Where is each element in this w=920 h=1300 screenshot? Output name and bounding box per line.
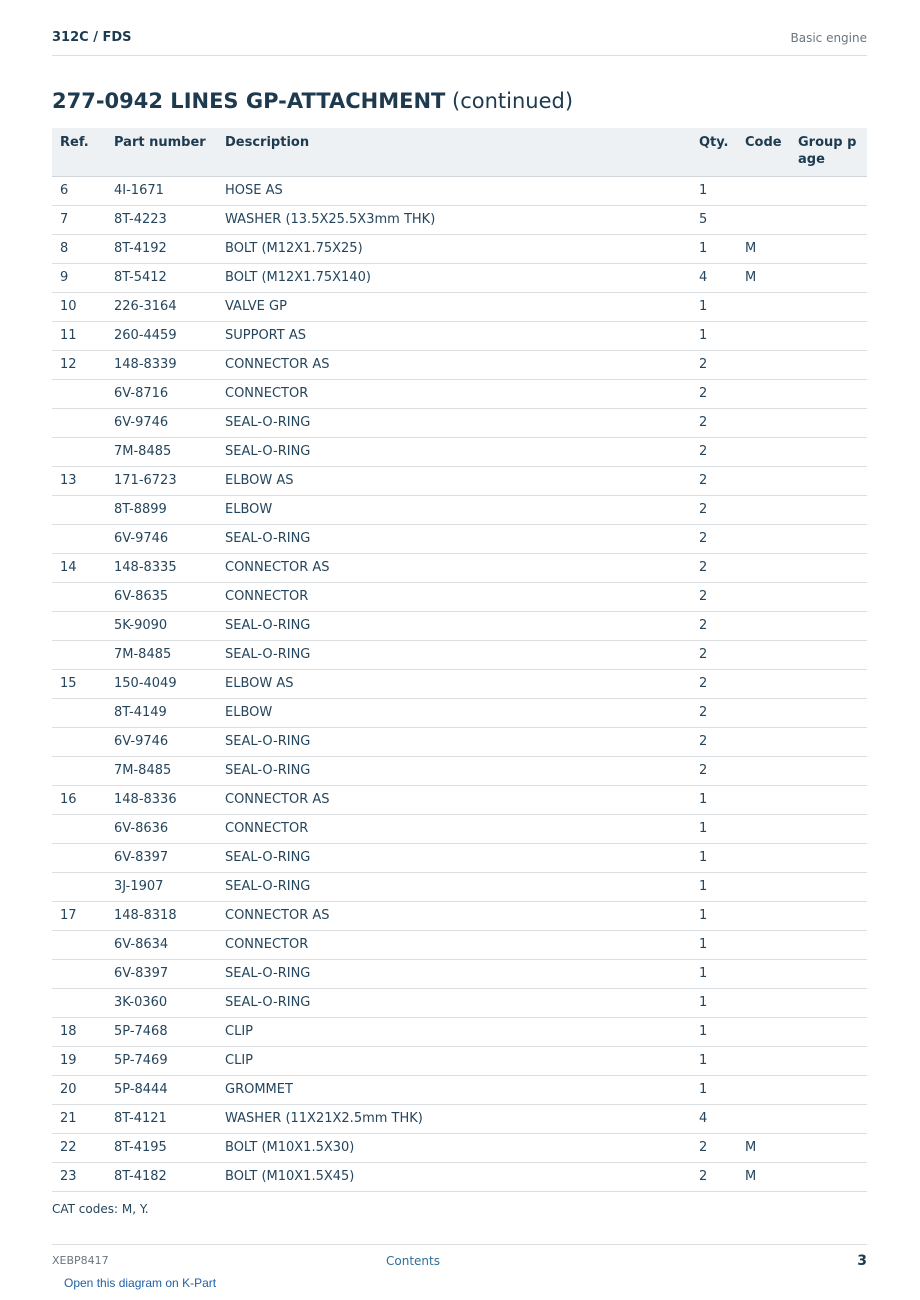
cell-group-page xyxy=(790,379,867,408)
cell-group-page xyxy=(790,1075,867,1104)
cell-ref: 14 xyxy=(52,553,106,582)
table-row xyxy=(52,292,867,321)
cell-code xyxy=(737,872,790,901)
cell-qty: 2 xyxy=(691,408,737,437)
cell-code: M xyxy=(737,1162,790,1191)
cell-description: CONNECTOR xyxy=(217,379,691,408)
cell-qty: 2 xyxy=(691,698,737,727)
page-title xyxy=(52,89,573,113)
table-row xyxy=(52,582,867,611)
column-header-qty: Qty. xyxy=(691,128,737,176)
cell-qty: 4 xyxy=(691,1104,737,1133)
table-row xyxy=(52,321,867,350)
table-row xyxy=(52,1162,867,1191)
table-row xyxy=(52,176,867,205)
table-row xyxy=(52,611,867,640)
cell-group-page xyxy=(790,872,867,901)
cell-part-number[interactable]: 226-3164 xyxy=(106,292,217,321)
header-row xyxy=(52,128,867,176)
cell-group-page xyxy=(790,988,867,1017)
cell-part-number[interactable]: 8T-4121 xyxy=(106,1104,217,1133)
cell-description: BOLT (M12X1.75X140) xyxy=(217,263,691,292)
page-header xyxy=(52,28,867,56)
cell-ref xyxy=(52,524,106,553)
cell-description: CONNECTOR AS xyxy=(217,901,691,930)
cell-qty: 2 xyxy=(691,756,737,785)
cell-qty: 1 xyxy=(691,959,737,988)
cell-qty: 2 xyxy=(691,379,737,408)
cell-group-page xyxy=(790,1133,867,1162)
table-row xyxy=(52,814,867,843)
table-row xyxy=(52,234,867,263)
cell-ref: 10 xyxy=(52,292,106,321)
document-code: XEBP8417 xyxy=(52,1254,109,1267)
cell-code xyxy=(737,611,790,640)
cell-group-page xyxy=(790,727,867,756)
cell-description: WASHER (11X21X2.5mm THK) xyxy=(217,1104,691,1133)
cell-description: CONNECTOR AS xyxy=(217,785,691,814)
cell-description: ELBOW xyxy=(217,495,691,524)
section-name: Basic engine xyxy=(790,31,867,45)
column-header-ref: Ref. xyxy=(52,128,106,176)
table-row xyxy=(52,698,867,727)
cell-part-number[interactable]: 6V-8634 xyxy=(106,930,217,959)
column-header-code: Code xyxy=(737,128,790,176)
cell-description: CLIP xyxy=(217,1046,691,1075)
cell-part-number[interactable]: 3K-0360 xyxy=(106,988,217,1017)
cell-qty: 1 xyxy=(691,176,737,205)
cell-part-number[interactable]: 5K-9090 xyxy=(106,611,217,640)
cell-part-number[interactable]: 5P-8444 xyxy=(106,1075,217,1104)
cell-qty: 2 xyxy=(691,553,737,582)
table-row xyxy=(52,524,867,553)
cell-description: GROMMET xyxy=(217,1075,691,1104)
cell-description: SEAL-O-RING xyxy=(217,756,691,785)
cell-group-page xyxy=(790,292,867,321)
table-row xyxy=(52,408,867,437)
cell-code: M xyxy=(737,1133,790,1162)
cell-qty: 2 xyxy=(691,350,737,379)
cell-description: SEAL-O-RING xyxy=(217,959,691,988)
cell-part-number[interactable]: 6V-9746 xyxy=(106,408,217,437)
table-row xyxy=(52,1017,867,1046)
table-row xyxy=(52,205,867,234)
cell-qty: 1 xyxy=(691,814,737,843)
cell-qty: 2 xyxy=(691,466,737,495)
cell-part-number[interactable]: 148-8336 xyxy=(106,785,217,814)
cell-description: SUPPORT AS xyxy=(217,321,691,350)
table-row xyxy=(52,1075,867,1104)
cell-description: BOLT (M12X1.75X25) xyxy=(217,234,691,263)
cell-part-number[interactable]: 6V-8397 xyxy=(106,959,217,988)
cell-ref: 12 xyxy=(52,350,106,379)
cell-description: CONNECTOR AS xyxy=(217,553,691,582)
table-row xyxy=(52,495,867,524)
cell-group-page xyxy=(790,524,867,553)
table-row xyxy=(52,1104,867,1133)
table-row xyxy=(52,785,867,814)
cell-code xyxy=(737,814,790,843)
page-footer xyxy=(52,1244,867,1273)
cell-ref: 22 xyxy=(52,1133,106,1162)
cell-group-page xyxy=(790,1017,867,1046)
cell-description: SEAL-O-RING xyxy=(217,872,691,901)
cell-qty: 1 xyxy=(691,988,737,1017)
table-row xyxy=(52,727,867,756)
table-row xyxy=(52,901,867,930)
cell-group-page xyxy=(790,959,867,988)
cell-code xyxy=(737,756,790,785)
cell-qty: 2 xyxy=(691,524,737,553)
cell-code xyxy=(737,1017,790,1046)
cell-group-page xyxy=(790,234,867,263)
table-row xyxy=(52,466,867,495)
cell-description: CONNECTOR xyxy=(217,814,691,843)
table-row xyxy=(52,379,867,408)
cell-qty: 2 xyxy=(691,669,737,698)
cell-code xyxy=(737,553,790,582)
cell-part-number[interactable]: 5P-7469 xyxy=(106,1046,217,1075)
cell-ref xyxy=(52,640,106,669)
cell-group-page xyxy=(790,205,867,234)
cell-description: ELBOW AS xyxy=(217,466,691,495)
cell-code xyxy=(737,727,790,756)
cell-part-number[interactable]: 7M-8485 xyxy=(106,640,217,669)
column-header-description: Description xyxy=(217,128,691,176)
table-row xyxy=(52,437,867,466)
cell-code xyxy=(737,669,790,698)
cell-part-number[interactable]: 6V-8397 xyxy=(106,843,217,872)
cell-group-page xyxy=(790,321,867,350)
cell-group-page xyxy=(790,669,867,698)
table-row xyxy=(52,553,867,582)
cell-group-page xyxy=(790,1162,867,1191)
cell-group-page xyxy=(790,553,867,582)
cell-ref: 16 xyxy=(52,785,106,814)
cell-part-number[interactable]: 8T-4195 xyxy=(106,1133,217,1162)
cell-ref: 9 xyxy=(52,263,106,292)
cell-ref xyxy=(52,611,106,640)
cell-group-page xyxy=(790,263,867,292)
cell-group-page xyxy=(790,901,867,930)
cell-group-page xyxy=(790,611,867,640)
cell-code xyxy=(737,524,790,553)
cell-code xyxy=(737,408,790,437)
page-number: 3 xyxy=(857,1253,867,1269)
cell-part-number[interactable]: 8T-8899 xyxy=(106,495,217,524)
cell-part-number[interactable]: 6V-9746 xyxy=(106,727,217,756)
cell-ref xyxy=(52,814,106,843)
cell-code xyxy=(737,959,790,988)
cell-description: BOLT (M10X1.5X45) xyxy=(217,1162,691,1191)
cell-ref: 18 xyxy=(52,1017,106,1046)
cell-group-page xyxy=(790,1046,867,1075)
cell-qty: 1 xyxy=(691,1046,737,1075)
cell-part-number[interactable]: 4I-1671 xyxy=(106,176,217,205)
cell-ref xyxy=(52,872,106,901)
cell-part-number[interactable]: 7M-8485 xyxy=(106,756,217,785)
cell-code xyxy=(737,466,790,495)
cell-part-number[interactable]: 8T-4149 xyxy=(106,698,217,727)
table-row xyxy=(52,988,867,1017)
cell-code xyxy=(737,843,790,872)
cell-ref xyxy=(52,379,106,408)
cell-code xyxy=(737,350,790,379)
cell-ref xyxy=(52,698,106,727)
cell-code xyxy=(737,1075,790,1104)
cell-group-page xyxy=(790,466,867,495)
cell-ref: 15 xyxy=(52,669,106,698)
cell-part-number[interactable]: 8T-4182 xyxy=(106,1162,217,1191)
cell-code xyxy=(737,698,790,727)
cell-group-page xyxy=(790,814,867,843)
cell-part-number[interactable]: 6V-9746 xyxy=(106,524,217,553)
cell-description: SEAL-O-RING xyxy=(217,727,691,756)
cell-qty: 2 xyxy=(691,1162,737,1191)
cell-description: SEAL-O-RING xyxy=(217,640,691,669)
cell-ref xyxy=(52,437,106,466)
cell-code xyxy=(737,292,790,321)
cell-qty: 1 xyxy=(691,843,737,872)
cell-qty: 1 xyxy=(691,785,737,814)
table-row xyxy=(52,930,867,959)
cell-code xyxy=(737,1046,790,1075)
cell-part-number[interactable]: 6V-8716 xyxy=(106,379,217,408)
cell-group-page xyxy=(790,495,867,524)
cell-code xyxy=(737,495,790,524)
cell-qty: 2 xyxy=(691,640,737,669)
table-row xyxy=(52,669,867,698)
cell-group-page xyxy=(790,756,867,785)
table-row xyxy=(52,640,867,669)
cell-part-number[interactable]: 148-8335 xyxy=(106,553,217,582)
cell-part-number[interactable]: 8T-4192 xyxy=(106,234,217,263)
cell-code xyxy=(737,785,790,814)
column-header-group-page: Group page xyxy=(790,128,867,176)
parts-table xyxy=(52,128,867,1192)
title-main: 277-0942 LINES GP-ATTACHMENT xyxy=(52,89,446,113)
table-row xyxy=(52,263,867,292)
cell-group-page xyxy=(790,1104,867,1133)
cell-code xyxy=(737,437,790,466)
cell-part-number[interactable]: 7M-8485 xyxy=(106,437,217,466)
cell-ref: 20 xyxy=(52,1075,106,1104)
cell-part-number[interactable]: 6V-8635 xyxy=(106,582,217,611)
table-row xyxy=(52,959,867,988)
table-row xyxy=(52,1133,867,1162)
cell-part-number[interactable]: 148-8339 xyxy=(106,350,217,379)
column-header-part-number: Part number xyxy=(106,128,217,176)
cell-ref xyxy=(52,727,106,756)
cell-description: SEAL-O-RING xyxy=(217,843,691,872)
cell-code: M xyxy=(737,263,790,292)
cell-code: M xyxy=(737,234,790,263)
cell-description: SEAL-O-RING xyxy=(217,408,691,437)
cell-description: BOLT (M10X1.5X30) xyxy=(217,1133,691,1162)
cell-code xyxy=(737,582,790,611)
cell-part-number[interactable]: 150-4049 xyxy=(106,669,217,698)
cell-ref xyxy=(52,930,106,959)
cell-qty: 1 xyxy=(691,901,737,930)
cell-part-number[interactable]: 260-4459 xyxy=(106,321,217,350)
cell-code xyxy=(737,379,790,408)
cell-part-number[interactable]: 3J-1907 xyxy=(106,872,217,901)
cell-qty: 2 xyxy=(691,495,737,524)
model-breadcrumb: 312C / FDS xyxy=(52,30,132,45)
cell-ref: 21 xyxy=(52,1104,106,1133)
cell-group-page xyxy=(790,930,867,959)
cell-part-number[interactable]: 6V-8636 xyxy=(106,814,217,843)
open-kpart-link[interactable]: Open this diagram on K-Part xyxy=(64,1276,217,1290)
cell-code xyxy=(737,1104,790,1133)
cell-ref xyxy=(52,495,106,524)
cell-group-page xyxy=(790,843,867,872)
cell-code xyxy=(737,988,790,1017)
cell-description: VALVE GP xyxy=(217,292,691,321)
cell-description: ELBOW xyxy=(217,698,691,727)
cell-group-page xyxy=(790,176,867,205)
cell-qty: 2 xyxy=(691,582,737,611)
cell-group-page xyxy=(790,640,867,669)
parts-table-body xyxy=(52,176,867,1191)
cell-ref xyxy=(52,408,106,437)
cell-part-number[interactable]: 148-8318 xyxy=(106,901,217,930)
cell-group-page xyxy=(790,350,867,379)
cell-ref: 23 xyxy=(52,1162,106,1191)
cell-code xyxy=(737,930,790,959)
cell-qty: 2 xyxy=(691,727,737,756)
cell-code xyxy=(737,321,790,350)
cell-ref xyxy=(52,959,106,988)
cat-codes-note: CAT codes: M, Y. xyxy=(52,1202,149,1216)
cell-ref: 19 xyxy=(52,1046,106,1075)
table-row xyxy=(52,843,867,872)
cell-description: WASHER (13.5X25.5X3mm THK) xyxy=(217,205,691,234)
cell-description: SEAL-O-RING xyxy=(217,437,691,466)
cell-qty: 2 xyxy=(691,1133,737,1162)
contents-link[interactable]: Contents xyxy=(386,1254,440,1268)
cell-description: HOSE AS xyxy=(217,176,691,205)
cell-description: CONNECTOR xyxy=(217,930,691,959)
cell-ref: 17 xyxy=(52,901,106,930)
cell-qty: 1 xyxy=(691,872,737,901)
cell-description: SEAL-O-RING xyxy=(217,611,691,640)
cell-description: ELBOW AS xyxy=(217,669,691,698)
cell-description: SEAL-O-RING xyxy=(217,524,691,553)
cell-code xyxy=(737,176,790,205)
table-row xyxy=(52,756,867,785)
cell-qty: 1 xyxy=(691,1017,737,1046)
cell-ref: 13 xyxy=(52,466,106,495)
cell-ref xyxy=(52,988,106,1017)
table-row xyxy=(52,872,867,901)
cell-ref xyxy=(52,756,106,785)
cell-group-page xyxy=(790,785,867,814)
cell-ref xyxy=(52,582,106,611)
cell-qty: 1 xyxy=(691,1075,737,1104)
cell-qty: 1 xyxy=(691,321,737,350)
cell-part-number[interactable]: 8T-4223 xyxy=(106,205,217,234)
cell-qty: 5 xyxy=(691,205,737,234)
cell-description: CLIP xyxy=(217,1017,691,1046)
cell-code xyxy=(737,901,790,930)
cell-qty: 4 xyxy=(691,263,737,292)
parts-table-header xyxy=(52,128,867,176)
table-row xyxy=(52,350,867,379)
cell-qty: 1 xyxy=(691,292,737,321)
cell-group-page xyxy=(790,582,867,611)
cell-ref xyxy=(52,843,106,872)
cell-ref: 11 xyxy=(52,321,106,350)
cell-ref: 6 xyxy=(52,176,106,205)
cell-qty: 2 xyxy=(691,437,737,466)
cell-code xyxy=(737,640,790,669)
title-suffix: (continued) xyxy=(452,89,574,113)
cell-description: SEAL-O-RING xyxy=(217,988,691,1017)
table-row xyxy=(52,1046,867,1075)
cell-qty: 2 xyxy=(691,611,737,640)
cell-description: CONNECTOR xyxy=(217,582,691,611)
cell-ref: 8 xyxy=(52,234,106,263)
cell-part-number[interactable]: 5P-7468 xyxy=(106,1017,217,1046)
cell-part-number[interactable]: 171-6723 xyxy=(106,466,217,495)
cell-group-page xyxy=(790,408,867,437)
cell-qty: 1 xyxy=(691,234,737,263)
cell-description: CONNECTOR AS xyxy=(217,350,691,379)
cell-code xyxy=(737,205,790,234)
cell-part-number[interactable]: 8T-5412 xyxy=(106,263,217,292)
cell-group-page xyxy=(790,698,867,727)
cell-ref: 7 xyxy=(52,205,106,234)
cell-group-page xyxy=(790,437,867,466)
cell-qty: 1 xyxy=(691,930,737,959)
